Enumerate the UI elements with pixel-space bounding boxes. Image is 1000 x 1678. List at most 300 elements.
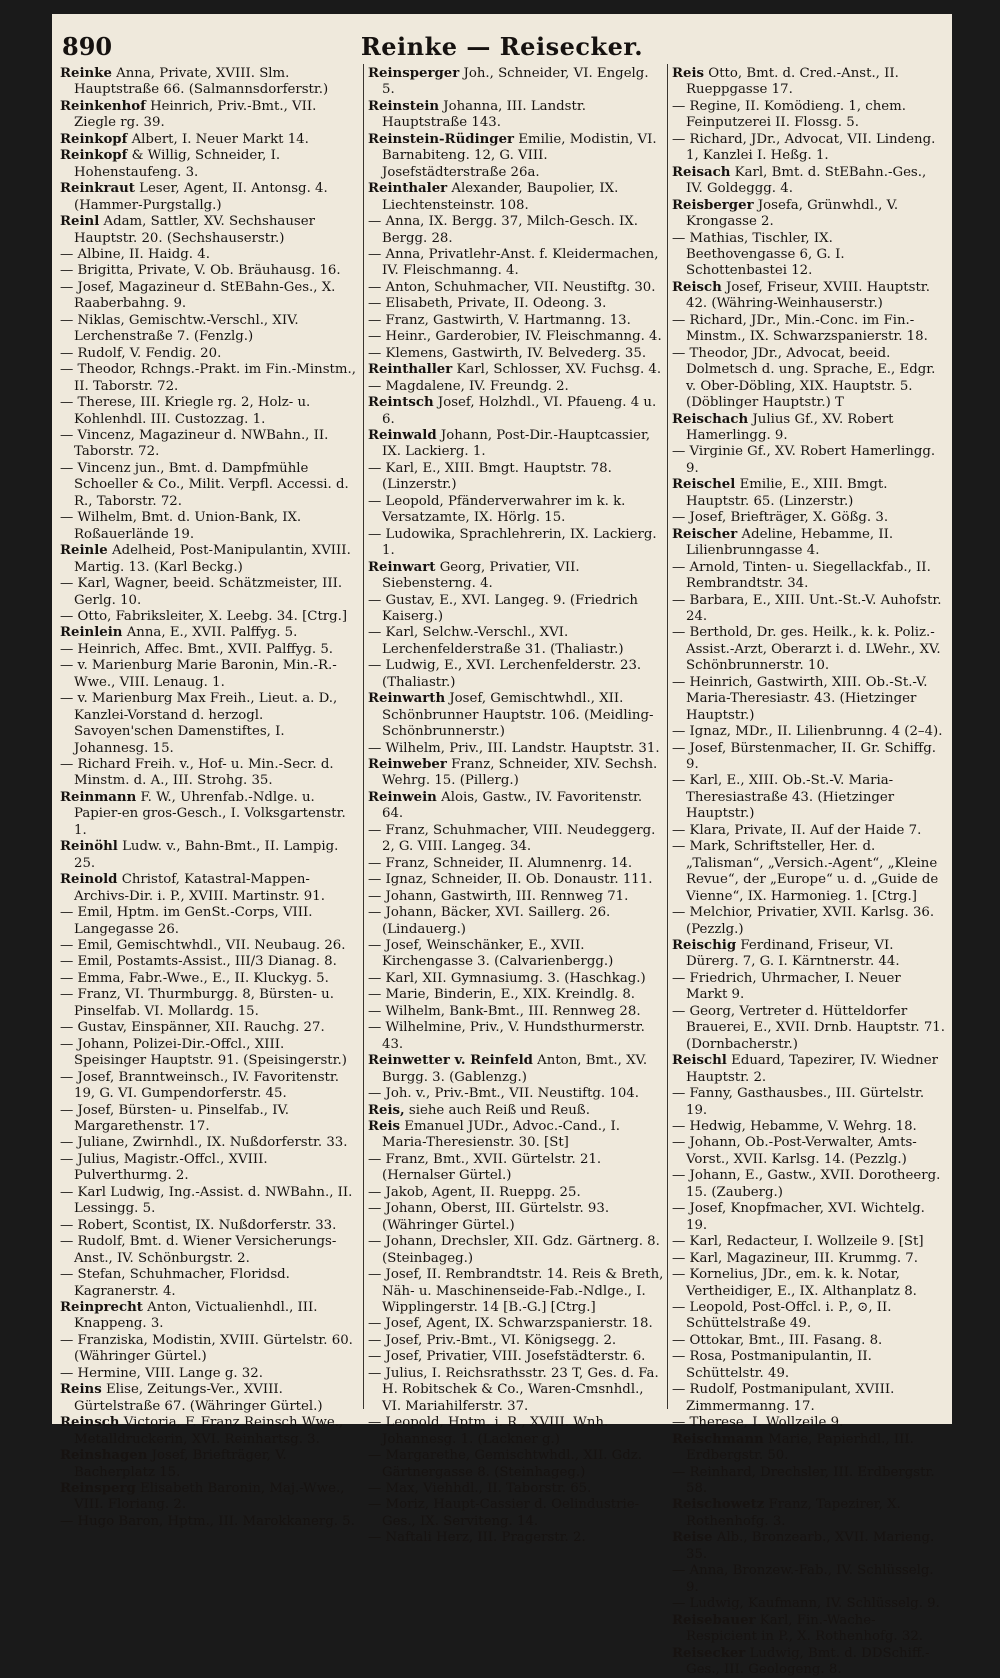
entry-details: — Otto, Fabriksleiter, X. Leebg. 34. [Ctrg.] xyxy=(60,609,347,624)
directory-entry xyxy=(368,1448,664,1481)
directory-entry xyxy=(60,1103,360,1136)
directory-entry xyxy=(368,132,664,181)
entry-details: — Josef, Weinschänker, E., XVII. Kirchengasse 3. (Calvarienbergg.) xyxy=(368,938,613,969)
entry-details: — Richard, JDr., Advocat, VII. Lindeng. 1, Kanzlei I. Heßg. 1. xyxy=(672,132,935,163)
entry-surname: Reinwetter v. Reinfeld xyxy=(368,1053,533,1068)
entry-surname: Reisch xyxy=(672,280,722,295)
entry-surname: Reinstein xyxy=(368,99,439,114)
entry-surname: Reisebauer xyxy=(672,1613,756,1628)
directory-entry xyxy=(368,461,664,494)
column-1 xyxy=(60,66,360,1406)
directory-entry xyxy=(672,1300,946,1333)
directory-entry xyxy=(368,889,664,905)
entry-surname: Reischowetz xyxy=(672,1497,764,1512)
entry-details: — Josef, II. Rembrandtstr. 14. Reis & Breth, Näh- u. Maschinenseide-Fab.-Ndlge., I. Wipplingerstr. 14 [B.-G.] [Ctrg.] xyxy=(368,1267,663,1315)
entry-details: Emanuel JUDr., Advoc.-Cand., I. Maria-Theresienstr. 30. [St] xyxy=(382,1119,620,1150)
entry-details: — Johann, Polizei-Dir.-Offcl., XIII. Speisinger Hauptstr. 91. (Speisingerstr.) xyxy=(60,1037,347,1068)
entry-details: Josef, Gemischtwhdl., XII. Schönbrunner Hauptstr. 106. (Meidling-Schönbrunnerstr.) xyxy=(382,691,654,739)
directory-entry xyxy=(368,527,664,560)
entry-details: — Berthold, Dr. ges. Heilk., k. k. Poliz.-Assist.-Arzt, Oberarzt i. d. LWehr., XV. Schönbrunnerstr. 10. xyxy=(672,625,941,673)
entry-details: — Leopold, Pfänderverwahrer im k. k. Versatzamte, IX. Hörlg. 15. xyxy=(368,494,625,525)
entry-surname: Reinwald xyxy=(368,428,437,443)
directory-entry xyxy=(672,1251,946,1267)
directory-entry xyxy=(60,1300,360,1333)
entry-surname: Reis xyxy=(672,66,704,81)
directory-entry xyxy=(368,66,664,99)
entry-details: — Rudolf, V. Fendig. 20. xyxy=(60,346,221,361)
entry-details: — Emma, Fabr.-Wwe., E., II. Kluckyg. 5. xyxy=(60,971,329,986)
directory-entry xyxy=(368,560,664,593)
entry-details: Joh., Schneider, VI. Engelg. 5. xyxy=(382,66,649,97)
entry-surname: Reinstein-Rüdinger xyxy=(368,132,514,147)
entry-details: Marie, Papierhdl., III. Erdbergstr. 50. xyxy=(686,1432,914,1463)
entry-details: — Johann, E., Gastw., XVII. Dorotheerg. 15. (Zauberg.) xyxy=(672,1168,940,1199)
directory-entry xyxy=(672,1086,946,1119)
directory-entry xyxy=(60,905,360,938)
entry-details: — Johann, Ob.-Post-Verwalter, Amts-Vorst., XVII. Karlsg. 14. (Pezzlg.) xyxy=(672,1135,917,1166)
entry-surname: Reinwarth xyxy=(368,691,445,706)
entry-details: — v. Marienburg Max Freih., Lieut. a. D., Kanzlei-Vorstand d. herzogl. Savoyen'schen Damenstiftes, I. Johannesg. 15. xyxy=(60,691,337,755)
directory-entry xyxy=(672,1465,946,1498)
directory-entry xyxy=(60,99,360,132)
entry-details: — Richard, JDr., Min.-Conc. im Fin.-Minstm., IX. Schwarzspanierstr. 18. xyxy=(672,313,928,344)
directory-entry xyxy=(60,1514,360,1530)
entry-details: — Theodor, JDr., Advocat, beeid. Dolmetsch d. ung. Sprache, E., Edgr. v. Ober-Döbling, XIX. Hauptstr. 5. (Döblinger Hauptstr.) T xyxy=(672,346,935,410)
directory-entry xyxy=(368,346,664,362)
directory-entry xyxy=(368,757,664,790)
entry-details: Victoria, F. Franz Reinsch Wwe., Metalldruckerin, XVI. Reinhartsg. 3. xyxy=(74,1415,343,1446)
entry-details: — Josef, Bürsten- u. Pinselfab., IV. Margarethenstr. 17. xyxy=(60,1103,289,1134)
directory-entry xyxy=(60,1366,360,1382)
directory-entry xyxy=(368,296,664,312)
entry-surname: Reinkopf xyxy=(60,132,127,147)
directory-entry xyxy=(368,181,664,214)
directory-entry xyxy=(368,395,664,428)
directory-entry xyxy=(368,691,664,740)
directory-entry xyxy=(368,987,664,1003)
entry-details: — Melchior, Privatier, XVII. Karlsg. 36. (Pezzlg.) xyxy=(672,905,934,936)
entry-surname: Reinthaller xyxy=(368,362,452,377)
entry-details: Elisabeth Baronin, Maj.-Wwe., VIII. Floriang. 2. xyxy=(74,1481,344,1512)
directory-entry xyxy=(672,1646,946,1678)
directory-entry xyxy=(368,823,664,856)
entry-surname: Reis xyxy=(368,1119,400,1134)
entry-details: — Johann, Drechsler, XII. Gdz. Gärtnerg. 8. (Steinbageg.) xyxy=(368,1234,660,1265)
directory-entry xyxy=(368,99,664,132)
directory-entry xyxy=(368,1234,664,1267)
entry-details: — Vincenz jun., Bmt. d. Dampfmühle Schoeller & Co., Milit. Verpfl. Accessi. d. R., Taborstr. 72. xyxy=(60,461,349,509)
entry-details: — Hugo Baron, Hptm., III. Marokkanerg. 5. xyxy=(60,1514,355,1529)
entry-details: — Albine, II. Haidg. 4. xyxy=(60,247,210,262)
entry-surname: Reise xyxy=(672,1530,713,1545)
directory-entry xyxy=(672,560,946,593)
entry-surname: Reins xyxy=(60,1382,102,1397)
entry-surname: Reinshagen xyxy=(60,1448,147,1463)
directory-entry xyxy=(672,527,946,560)
directory-entry xyxy=(368,247,664,280)
entry-surname: Reinprecht xyxy=(60,1300,143,1315)
directory-entry xyxy=(672,675,946,724)
directory-entry xyxy=(60,1218,360,1234)
entry-details: — Leopold, Hptm. i. R., XVIII. Wnh. Johannesg. 1. (Lackner g.) xyxy=(368,1415,608,1446)
entry-details: — Virginie Gf., XV. Robert Hamerlingg. 9. xyxy=(672,444,935,475)
directory-entry xyxy=(60,872,360,905)
directory-entry xyxy=(672,1119,946,1135)
entry-details: — Ignaz, Schneider, II. Ob. Donaustr. 111. xyxy=(368,872,652,887)
directory-entry xyxy=(672,1168,946,1201)
entry-surname: Reischach xyxy=(672,412,748,427)
entry-details: — Hermine, VIII. Lange g. 32. xyxy=(60,1366,263,1381)
entry-details: Adelheid, Post-Manipulantin, XVIII. Martig. 13. (Karl Beckg.) xyxy=(74,543,351,574)
directory-entry xyxy=(672,741,946,774)
entry-details: Alb., Bronzearb., XVII. Marieng. 35. xyxy=(686,1530,934,1561)
directory-entry xyxy=(60,1448,360,1481)
entry-surname: Reinkenhof xyxy=(60,99,146,114)
entry-details: — Wilhelmine, Priv., V. Hundsthurmerstr. 43. xyxy=(368,1020,645,1051)
entry-details: — Julius, I. Reichsrathsstr. 23 T, Ges. d. Fa. H. Robitschek & Co., Waren-Cmsnhdl., VI. Mariahilferstr. 37. xyxy=(368,1366,659,1414)
entry-surname: Reischel xyxy=(672,477,735,492)
directory-entry xyxy=(60,839,360,872)
directory-entry xyxy=(60,1037,360,1070)
column-2 xyxy=(368,66,664,1406)
directory-entry xyxy=(368,1267,664,1316)
entry-details: Johanna, III. Landstr. Hauptstraße 143. xyxy=(382,99,586,130)
entry-details: — Franz, Schneider, II. Alumnenrg. 14. xyxy=(368,856,632,871)
entry-details: siehe auch Reiß und Reuß. xyxy=(409,1103,590,1118)
entry-details: — Gustav, E., XVI. Langeg. 9. (Friedrich Kaiserg.) xyxy=(368,593,638,624)
entry-details: Anna, E., XVII. Palffyg. 5. xyxy=(127,625,298,640)
entry-details: — Wilhelm, Bank-Bmt., III. Rennweg 28. xyxy=(368,1004,641,1019)
entry-details: — Theodor, Rchngs.-Prakt. im Fin.-Minstm., II. Taborstr. 72. xyxy=(60,362,356,393)
column-divider xyxy=(667,64,668,1409)
page-header xyxy=(52,14,952,66)
directory-entry xyxy=(368,362,664,378)
directory-entry xyxy=(60,362,360,395)
entry-details: — Ludowika, Sprachlehrerin, IX. Lackierg. 1. xyxy=(368,527,657,558)
entry-details: — Karl, XII. Gymnasiumg. 3. (Haschkag.) xyxy=(368,971,646,986)
directory-entry xyxy=(60,1415,360,1448)
entry-details: — Karl, Wagner, beeid. Schätzmeister, III. Gerlg. 10. xyxy=(60,576,342,607)
directory-entry xyxy=(368,313,664,329)
directory-entry xyxy=(368,1366,664,1415)
entry-details: — Franz, VI. Thurmburgg. 8, Bürsten- u. Pinselfab. VI. Mollardg. 15. xyxy=(60,987,334,1018)
entry-surname: Reinweber xyxy=(368,757,447,772)
directory-entry xyxy=(672,1415,946,1431)
directory-entry xyxy=(368,1053,664,1086)
entry-details: — Klemens, Gastwirth, IV. Belvederg. 35. xyxy=(368,346,646,361)
entry-details: — Anton, Schuhmacher, VII. Neustiftg. 30. xyxy=(368,280,656,295)
entry-surname: Reischer xyxy=(672,527,737,542)
directory-entry xyxy=(672,1497,946,1530)
directory-entry xyxy=(672,625,946,674)
entry-details: — Max, Viehhdl., II. Taborstr. 65. xyxy=(368,1481,591,1496)
entry-details: — Josef, Briefträger, X. Gößg. 3. xyxy=(672,510,888,525)
entry-details: — Wilhelm, Bmt. d. Union-Bank, IX. Roßauerlände 19. xyxy=(60,510,301,541)
entry-details: Leser, Agent, II. Antonsg. 4. (Hammer-Purgstallg.) xyxy=(74,181,328,212)
directory-entry xyxy=(672,99,946,132)
directory-entry xyxy=(368,1316,664,1332)
directory-entry xyxy=(672,593,946,626)
directory-entry xyxy=(368,856,664,872)
directory-entry xyxy=(368,1086,664,1102)
entry-details: — Franziska, Modistin, XVIII. Gürtelstr. 60. (Währinger Gürtel.) xyxy=(60,1333,353,1364)
directory-entry xyxy=(672,905,946,938)
entry-details: — Karl Ludwig, Ing.-Assist. d. NWBahn., II. Lessingg. 5. xyxy=(60,1185,352,1216)
directory-entry xyxy=(60,576,360,609)
directory-entry xyxy=(672,1333,946,1349)
entry-details: — Josef, Knopfmacher, XVI. Wichtelg. 19. xyxy=(672,1201,925,1232)
entry-details: — Anna, Privatlehr-Anst. f. Kleidermachen, IV. Fleischmanng. 4. xyxy=(368,247,658,278)
directory-entry xyxy=(368,625,664,658)
entry-details: — Anna, IX. Bergg. 37, Milch-Gesch. IX. Bergg. 28. xyxy=(368,214,638,245)
entry-details: — Klara, Private, II. Auf der Haide 7. xyxy=(672,823,921,838)
directory-entry xyxy=(672,823,946,839)
directory-entry xyxy=(60,247,360,263)
directory-entry xyxy=(368,379,664,395)
directory-entry xyxy=(368,1349,664,1365)
entry-details: — Gustav, Einspänner, XII. Rauchg. 27. xyxy=(60,1020,325,1035)
entry-details: — Josef, Agent, IX. Schwarzspanierstr. 18. xyxy=(368,1316,653,1331)
entry-details: — Rudolf, Postmanipulant, XVIII. Zimmermanng. 17. xyxy=(672,1382,894,1413)
entry-details: Ludw. v., Bahn-Bmt., II. Lampig. 25. xyxy=(74,839,338,870)
entry-details: — Barbara, E., XIII. Unt.-St.-V. Auhofstr. 24. xyxy=(672,593,942,624)
directory-entry xyxy=(368,280,664,296)
directory-page xyxy=(52,14,952,1424)
directory-entry xyxy=(60,1020,360,1036)
entry-details: — Margarethe, Gemischtwhdl., XII. Gdz. Gärtnergasse 8. (Steinhageg.) xyxy=(368,1448,642,1479)
directory-entry xyxy=(368,790,664,823)
entry-surname: Reisberger xyxy=(672,198,754,213)
entry-details: — Mark, Schriftsteller, Her. d. „Talisman“, „Versich.-Agent“, „Kleine Revue“, der „Europe“ u. d. „Guide de Vienne“, IX. Harmonieg. 1. [Ctrg.] xyxy=(672,839,938,903)
directory-entry xyxy=(60,346,360,362)
entry-details: Alois, Gastw., IV. Favoritenstr. 64. xyxy=(382,790,642,821)
entry-details: Anna, Private, XVIII. Slm. Hauptstraße 66. (Salmannsdorferstr.) xyxy=(74,66,328,97)
directory-entry xyxy=(672,165,946,198)
directory-entry xyxy=(672,444,946,477)
entry-details: — Therese, III. Kriegle rg. 2, Holz- u. Kohlenhdl. III. Custozzag. 1. xyxy=(60,395,310,426)
directory-entry xyxy=(60,658,360,691)
entry-details: — Heinr., Garderobier, IV. Fleischmanng. 4. xyxy=(368,329,662,344)
entry-surname: Reinwein xyxy=(368,790,437,805)
directory-entry xyxy=(60,1267,360,1300)
directory-entry xyxy=(672,412,946,445)
entry-details: Elise, Zeitungs-Ver., XVIII. Gürtelstraße 67. (Währinger Gürtel.) xyxy=(74,1382,323,1413)
entry-details: Anton, Bmt., XV. Burgg. 3. (Gablenzg.) xyxy=(382,1053,647,1084)
entry-details: — Karl, Redacteur, I. Wollzeile 9. [St] xyxy=(672,1234,924,1249)
entry-details: F. W., Uhrenfab.-Ndlge. u. Papier-en gros-Gesch., I. Volksgartenstr. 1. xyxy=(74,790,346,838)
directory-entry xyxy=(60,625,360,641)
directory-entry xyxy=(672,1234,946,1250)
entry-surname: Reinmann xyxy=(60,790,136,805)
directory-entry xyxy=(368,1201,664,1234)
directory-entry xyxy=(672,477,946,510)
entry-details: — Johann, Oberst, III. Gürtelstr. 93. (Währinger Gürtel.) xyxy=(368,1201,609,1232)
directory-entry xyxy=(672,510,946,526)
entry-details: — Regine, II. Komödieng. 1, chem. Feinputzerei II. Flossg. 5. xyxy=(672,99,906,130)
directory-entry xyxy=(60,954,360,970)
directory-entry xyxy=(60,66,360,99)
entry-details: — Josef, Bürstenmacher, II. Gr. Schiffg. 9. xyxy=(672,741,936,772)
entry-details: — Mathias, Tischler, IX. Beethovengasse 6, G. I. Schottenbastei 12. xyxy=(672,231,845,279)
directory-entry xyxy=(60,691,360,757)
directory-entry xyxy=(672,971,946,1004)
entry-details: — Josef, Branntweinsch., IV. Favoritenstr. 19, G. VI. Gumpendorferstr. 45. xyxy=(60,1070,339,1101)
directory-entry xyxy=(672,346,946,412)
entry-surname: Reinöhl xyxy=(60,839,118,854)
entry-surname: Reintsch xyxy=(368,395,434,410)
entry-details: — Kornelius, JDr., em. k. k. Notar, Vertheidiger, E., IX. Althanplatz 8. xyxy=(672,1267,917,1298)
entry-surname: Reinthaler xyxy=(368,181,447,196)
directory-entry xyxy=(672,1530,946,1563)
directory-entry xyxy=(672,1596,946,1612)
entry-details: — Naftali Herz, III. Pragerstr. 2. xyxy=(368,1530,586,1545)
entry-details: — Ludwig, E., XVI. Lerchenfelderstr. 23. (Thaliastr.) xyxy=(368,658,641,689)
entry-details: — Jakob, Agent, II. Rueppg. 25. xyxy=(368,1185,581,1200)
entry-details: — Emil, Hptm. im GenSt.-Corps, VIII. Langegasse 26. xyxy=(60,905,313,936)
column-3 xyxy=(672,66,946,1406)
directory-entry xyxy=(368,329,664,345)
entry-surname: Reinsch xyxy=(60,1415,119,1430)
directory-entry xyxy=(672,66,946,99)
entry-details: — Arnold, Tinten- u. Siegellackfab., II. Rembrandtstr. 34. xyxy=(672,560,931,591)
entry-details: Josef, Holzhdl., VI. Pfaueng. 4 u. 6. xyxy=(382,395,656,426)
directory-entry xyxy=(368,1415,664,1448)
entry-details: — Joh. v., Priv.-Bmt., VII. Neustiftg. 104. xyxy=(368,1086,639,1101)
entry-details: — Brigitta, Private, V. Ob. Bräuhausg. 16. xyxy=(60,263,341,278)
directory-entry xyxy=(60,132,360,148)
entry-details: — Fanny, Gasthausbes., III. Gürtelstr. 19. xyxy=(672,1086,924,1117)
entry-details: — Rosa, Postmanipulantin, II. Schüttelstr. 49. xyxy=(672,1349,872,1380)
entry-details: Albert, I. Neuer Markt 14. xyxy=(132,132,309,147)
entry-surname: Reischig xyxy=(672,938,736,953)
entry-details: — Rudolf, Bmt. d. Wiener Versicherungs-Anst., IV. Schönburgstr. 2. xyxy=(60,1234,336,1265)
directory-entry xyxy=(60,642,360,658)
directory-entry xyxy=(60,971,360,987)
directory-entry xyxy=(60,1070,360,1103)
entry-details: — Therese, I. Wollzeile 9. xyxy=(672,1415,843,1430)
directory-entry xyxy=(60,1481,360,1514)
entry-details: — Karl, Magazineur, III. Krummg. 7. xyxy=(672,1251,918,1266)
entry-details: Karl, Fin.-Wache-Respicient in P., X. Rothenhofg. 32. xyxy=(686,1613,923,1644)
directory-entry xyxy=(672,132,946,165)
entry-details: Adam, Sattler, XV. Sechshauser Hauptstr. 20. (Sechshauserstr.) xyxy=(74,214,315,245)
entry-details: Karl, Bmt. d. StEBahn.-Ges., IV. Goldeggg. 4. xyxy=(686,165,926,196)
directory-entry xyxy=(368,658,664,691)
entry-surname: Reinkopf xyxy=(60,148,127,163)
directory-entry xyxy=(368,494,664,527)
entry-details: Adeline, Hebamme, II. Lilienbrunngasse 4. xyxy=(686,527,893,558)
directory-entry xyxy=(368,1004,664,1020)
entry-details: — Johann, Bäcker, XVI. Saillerg. 26. (Lindauerg.) xyxy=(368,905,610,936)
entry-surname: Reinsperger xyxy=(368,66,459,81)
page-title: Reinke — Reisecker. xyxy=(52,32,952,61)
directory-entry xyxy=(672,231,946,280)
entry-details: — Franz, Bmt., XVII. Gürtelstr. 21. (Hernalser Gürtel.) xyxy=(368,1152,601,1183)
directory-entry xyxy=(368,1119,664,1152)
entry-surname: Reinle xyxy=(60,543,108,558)
entry-surname: Reisecker xyxy=(672,1646,745,1661)
page-number: 890 xyxy=(62,32,112,61)
entry-details: — Niklas, Gemischtw.-Verschl., XIV. Lerchenstraße 7. (Fenzlg.) xyxy=(60,313,299,344)
entry-details: — Emil, Gemischtwhdl., VII. Neubaug. 26. xyxy=(60,938,345,953)
directory-entry xyxy=(368,1152,664,1185)
entry-details: — Anna, Bronzew.-Fab., IV. Schlüsselg. 9. xyxy=(672,1563,934,1594)
entry-details: — Heinrich, Gastwirth, XIII. Ob.-St.-V. Maria-Theresiastr. 43. (Hietzinger Hauptstr.) xyxy=(672,675,927,723)
directory-entry xyxy=(368,905,664,938)
entry-details: Heinrich, Priv.-Bmt., VII. Ziegle rg. 39. xyxy=(74,99,316,130)
entry-details: Georg, Privatier, VII. Siebensterng. 4. xyxy=(382,560,580,591)
directory-entry xyxy=(672,1432,946,1465)
entry-details: — Wilhelm, Priv., III. Landstr. Hauptstr. 31. xyxy=(368,741,660,756)
directory-entry xyxy=(60,181,360,214)
directory-entry xyxy=(672,1613,946,1646)
entry-surname: Reischl xyxy=(672,1053,727,1068)
entry-surname: Reinl xyxy=(60,214,99,229)
entry-details: — Ludwig, Kaufmann, IV. Schlüsselg. 9. xyxy=(672,1596,940,1611)
directory-entry xyxy=(672,313,946,346)
directory-entry xyxy=(60,543,360,576)
directory-entry xyxy=(368,872,664,888)
directory-entry xyxy=(60,609,360,625)
entry-surname: Reinke xyxy=(60,66,112,81)
directory-entry xyxy=(60,790,360,839)
directory-entry xyxy=(60,1135,360,1151)
column-divider xyxy=(363,64,364,1409)
entry-details: Ludwig, Bmt. d. DDSchiff.-Ges., III. Geologeng. 8. xyxy=(686,1646,930,1677)
entry-details: — Marie, Binderin, E., XIX. Kreindlg. 8. xyxy=(368,987,635,1002)
entry-surname: Reis, xyxy=(368,1103,405,1118)
entry-details: — Josef, Magazineur d. StEBahn-Ges., X. Raaberbahng. 9. xyxy=(60,280,335,311)
entry-details: — Hedwig, Hebamme, V. Wehrg. 18. xyxy=(672,1119,917,1134)
directory-entry xyxy=(60,938,360,954)
entry-details: Emilie, E., XIII. Bmgt. Hauptstr. 65. (Linzerstr.) xyxy=(686,477,887,508)
entry-details: Otto, Bmt. d. Cred.-Anst., II. Rueppgasse 17. xyxy=(686,66,899,97)
directory-entry xyxy=(60,214,360,247)
directory-entry xyxy=(60,510,360,543)
entry-details: — Elisabeth, Private, II. Odeong. 3. xyxy=(368,296,606,311)
entry-details: & Willig, Schneider, I. Hohenstaufeng. 3. xyxy=(74,148,280,179)
directory-entry xyxy=(672,724,946,740)
entry-details: Josefa, Grünwhdl., V. Krongasse 2. xyxy=(686,198,898,229)
directory-entry xyxy=(60,313,360,346)
directory-entry xyxy=(368,1020,664,1053)
directory-entry xyxy=(60,461,360,510)
directory-entry xyxy=(672,773,946,822)
directory-entry xyxy=(368,1103,664,1119)
directory-entry xyxy=(368,1185,664,1201)
entry-details: — Emil, Postamts-Assist., III/3 Dianag. 8. xyxy=(60,954,337,969)
entry-details: Christof, Katastral-Mappen-Archivs-Dir. i. P., XVIII. Martinstr. 91. xyxy=(74,872,325,903)
directory-entry xyxy=(368,741,664,757)
entry-details: — Richard Freih. v., Hof- u. Min.-Secr. d. Minstm. d. A., III. Strohg. 35. xyxy=(60,757,334,788)
entry-details: — Julius, Magistr.-Offcl., XVIII. Pulverthurmg. 2. xyxy=(60,1152,268,1183)
directory-entry xyxy=(60,280,360,313)
directory-entry xyxy=(672,1382,946,1415)
directory-entry xyxy=(368,214,664,247)
entry-surname: Reinold xyxy=(60,872,117,887)
entry-details: Josef, Briefträger, V. Bacherplatz 15. xyxy=(74,1448,287,1479)
entry-surname: Reisach xyxy=(672,165,730,180)
entry-details: — Franz, Schuhmacher, VIII. Neudeggerg. 2, G. VIII. Langeg. 34. xyxy=(368,823,655,854)
entry-details: — Vincenz, Magazineur d. NWBahn., II. Taborstr. 72. xyxy=(60,428,328,459)
entry-details: Ferdinand, Friseur, VI. Dürerg. 7, G. I. Kärntnerstr. 44. xyxy=(686,938,900,969)
entry-details: Julius Gf., XV. Robert Hamerlingg. 9. xyxy=(686,412,894,443)
entry-details: — Heinrich, Affec. Bmt., XVII. Palffyg. 5. xyxy=(60,642,333,657)
directory-entry xyxy=(60,987,360,1020)
directory-entry xyxy=(672,1135,946,1168)
entry-details: — Reinhard, Drechsler, III. Erdbergstr. 58. xyxy=(672,1465,935,1496)
entry-details: — Josef, Priv.-Bmt., VI. Königsegg. 2. xyxy=(368,1333,616,1348)
